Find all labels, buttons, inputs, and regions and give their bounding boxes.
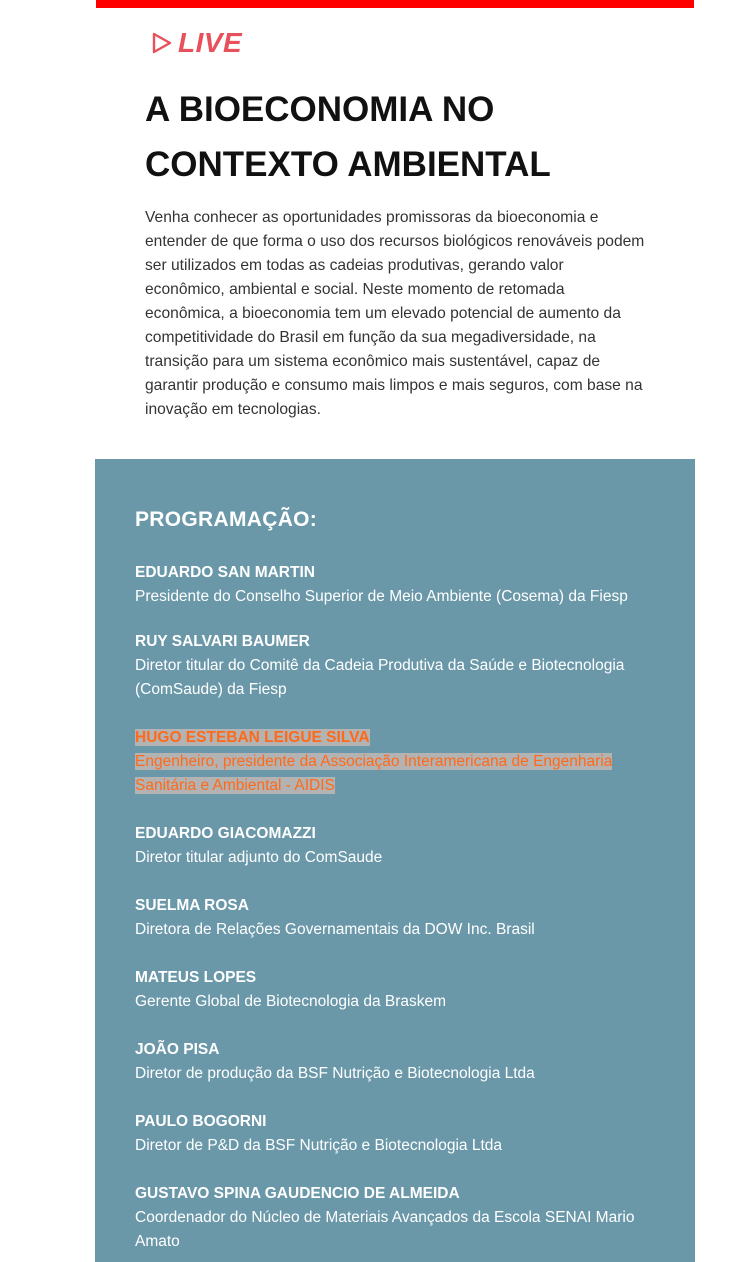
speaker-role: Diretor de P&D da BSF Nutrição e Biotecnologia Ltda: [135, 1137, 503, 1154]
speaker-role: Diretor titular adjunto do ComSaude: [135, 849, 383, 866]
page-title: A BIOECONOMIA NO CONTEXTO AMBIENTAL: [145, 90, 551, 184]
intro-paragraph: Venha conhecer as oportunidades promissoras da bioeconomia e entender de que forma o uso dos recursos biológicos renováveis podem ser utilizados em todas as cadeias produtivas, gerando valor econômico, ambiental e social. Neste momento de retomada econômica, a bioeconomia tem um elevado potencial de aumento da competitividade do Brasil em função da sua megadiversidade, na transição para um sistema econômico mais sustentável, capaz de garantir produção e consumo mais limpos e mais seguros, com base na inovação em tecnologias.: [145, 209, 645, 418]
speaker-name: JOÃO PISA: [135, 1041, 220, 1058]
speaker-item-highlighted: [135, 726, 655, 798]
program-panel: [95, 459, 695, 1262]
speaker-name: MATEUS LOPES: [135, 969, 257, 986]
speaker-item: [135, 822, 655, 870]
speaker-item: [135, 1182, 655, 1254]
live-label: LIVE: [178, 27, 243, 58]
speaker-item: [135, 561, 655, 609]
speaker-item: [135, 1110, 655, 1158]
speaker-item: [135, 894, 655, 942]
speaker-role: Diretor de produção da BSF Nutrição e Biotecnologia Ltda: [135, 1065, 535, 1082]
speaker-item: [135, 630, 655, 702]
top-accent-bar: [96, 0, 694, 8]
speaker-name: EDUARDO GIACOMAZZI: [135, 825, 316, 842]
speaker-name: EDUARDO SAN MARTIN: [135, 564, 315, 581]
speaker-role: Presidente do Conselho Superior de Meio Ambiente (Cosema) da Fiesp: [135, 588, 628, 605]
speaker-role: Coordenador do Núcleo de Materiais Avançados da Escola SENAI Mario Amato: [135, 1209, 635, 1250]
speaker-name: SUELMA ROSA: [135, 897, 249, 914]
speaker-role: Gerente Global de Biotecnologia da Braskem: [135, 993, 447, 1010]
speaker-item: [135, 1038, 655, 1086]
speaker-role: Diretor titular do Comitê da Cadeia Produtiva da Saúde e Biotecnologia (ComSaude) da Fiesp: [135, 657, 625, 698]
play-icon: [152, 32, 172, 54]
speaker-name: GUSTAVO SPINA GAUDENCIO DE ALMEIDA: [135, 1185, 460, 1202]
program-heading: PROGRAMAÇÃO:: [135, 508, 318, 531]
speaker-role: Engenheiro, presidente da Associação Interamericana de Engenharia Sanitária e Ambiental - AIDIS: [135, 753, 613, 794]
speaker-role: Diretora de Relações Governamentais da DOW Inc. Brasil: [135, 921, 535, 938]
speaker-name: RUY SALVARI BAUMER: [135, 633, 310, 650]
speaker-item: [135, 966, 655, 1014]
speaker-name: PAULO BOGORNI: [135, 1113, 267, 1130]
live-badge: [152, 27, 242, 59]
speaker-name: HUGO ESTEBAN LEIGUE SILVA: [135, 729, 370, 746]
